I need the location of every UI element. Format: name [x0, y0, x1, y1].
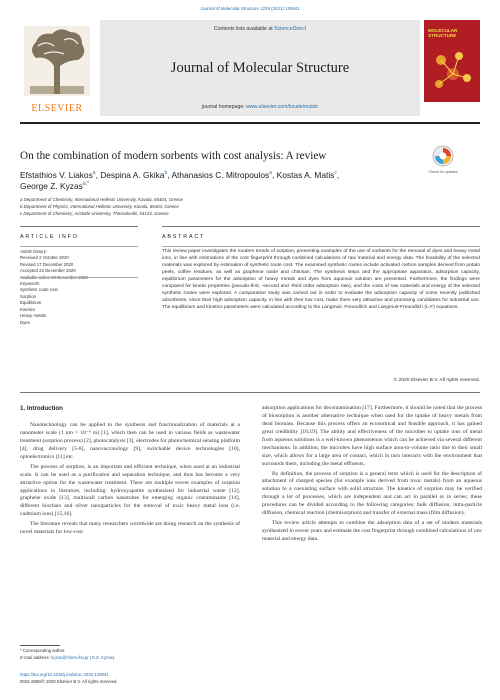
journal-banner	[100, 20, 420, 116]
contents-prefix: Contents lists available at	[213, 26, 273, 32]
abstract-copyright: © 2020 Elsevier B.V. All rights reserved.	[393, 378, 480, 383]
body-paragraph: This review article attempts to combine the adsorption data of a set of modern materials synthesized in recent years and estimate the cost fingerprint through combined calculations of raw material and energy data.	[262, 520, 482, 542]
keywords	[20, 281, 138, 326]
body-paragraph: By definition, the process of sorption is a general term which is used for the description of attachment of charged species (for example ions derived from toxic metals) from an aqueous solution to a coexisting surface with solid structure. The kinetics of sorption may be verified through a lot of processes, which are independent and can act in parallel or in series; these procedures can be divided according to the following categories: bulk diffusion, intra-particle diffusion, chemical reaction (chemisorption) and transfer of external mass (film diffusion).	[262, 470, 482, 517]
keyword: Sorption	[20, 293, 37, 299]
body-paragraph: Nanotechnology can be applied to the synthesis and functionalization of materials at a nanometer scale (1 nm = 10⁻⁹ m) [1], which then can be used in various fields as wastewater treatment (sorption process) [2], photocatalysis [3], electrodes for photochemical sensing platform [4], drug delivery [5-8], nanovaccinology [9], switchable device technologies [10], optoelectronics [11] etc.	[20, 422, 240, 460]
article-title: On the combination of modern sorbents with cost analysis: A review	[20, 150, 327, 162]
author-name[interactable]: Despina A. Gkika	[100, 170, 165, 180]
body-paragraph: The literature reveals that many researchers worldwide are doing research on the synthesis of novel materials for low-cost	[20, 521, 240, 536]
keyword: Equilibrium	[20, 300, 42, 306]
history-item: Revised 17 December 2020	[20, 261, 74, 267]
footnote-rule	[20, 645, 60, 646]
author-name[interactable]: Kostas A. Matis	[276, 170, 335, 180]
abstract-rule	[162, 226, 480, 227]
abstract-thin-rule	[162, 246, 480, 247]
corresponding-note: * Corresponding author.	[20, 648, 66, 653]
email-link[interactable]: kyzas@chem.ihu.gr (G.Z. Kyzas).	[51, 654, 116, 660]
header-rule	[20, 122, 480, 124]
footnotes	[20, 648, 240, 661]
email-label: E-mail address:	[20, 654, 50, 660]
author-sup: a,*	[82, 181, 89, 188]
author-name[interactable]: Efstathios V. Liakos	[20, 170, 93, 180]
affiliation: c Department of Chemistry, Aristotle University, Thessaloniki, 54124, Greece	[20, 210, 169, 216]
keyword: Heavy metals	[20, 313, 47, 319]
abstract-text: This review paper investigates the modern trends of sorption, presenting examples of the use of sorbents for the removal of dyes and heavy metal ions, in line with estimations of the cost fingerprint through combined calculations of raw material and energy data. The feasibility of the selected materials was explored by estimation of synthetic route cost. The examined synthetic routes include activated carbon samples derived from potato peels, coffee residues, as well as graphene oxide and chitosan. The synthesis steps and the appropriate apparatus, adsorption capacity, equilibrium parameters for the adsorption of heavy metals and dyes from aqueous solution are presented. Furthermore, the findings were compared for kinetic properties (pseudo-first, -second and -third order adsorption rate), and the costs of raw materials and energy of the selected synthetic routes were explored. A comparative study was carried out in order to evaluate the adsorption capacity of some recently published adsorbents, since their high adsorption capacity, in line with their low cost, make them very attractive and promising candidates for industrial use. The equilibrium and kinetics parameters were calculated according to the Langmuir, Freundlich and Langmuir-Freundlich (L-F) equations.	[162, 249, 480, 310]
elsevier-wordmark: ELSEVIER	[31, 103, 83, 114]
journal-title: Journal of Molecular Structure	[170, 60, 350, 76]
tree-logo-icon	[24, 26, 90, 96]
body-paragraph: The process of sorption, is an important and efficient technique, when used at an industrial scale. It can be used as a purification and separation technique, and thus has become a very attractive option for the wastewater treatment. There are multiple recent examples of sorption applications in literature, including: hydroxyapatite synthesized for industrial waste [12], graphene oxide [13], multiwall carbon nanotubes for emerging organic contaminants [14], different biochars and silver nanoparticles for the removal of toxic heavy metal ions (i.e. cadmium ions) [15,16].	[20, 463, 240, 518]
contents-line	[100, 26, 420, 32]
homepage-line	[100, 104, 420, 110]
affiliation: a Department of Chemistry, International Hellenic University, Kavala, 65404, Greece	[20, 197, 184, 202]
keyword: Kinetics	[20, 306, 36, 312]
history-item: Received 2 October 2020	[20, 255, 69, 261]
email-note	[20, 655, 240, 662]
body-paragraph: adsorption applications for decontamination [17]. Furthermore, it should be noted that the process of biosorption is another alternative technique when used for the uptake of heavy metals from dead biomass. Because this process offers an economical and feasible approach, it has gained great credibility [18,19]. The ability and effectiveness of the microbes to uptake ions of metal from aqueous solutions is a well-known phenomenon which can be achieved via several different mechanisms. In addition, the microbes have high surface area-to-volume ratio due to their small size, which allows for a large area of contact, which in turn interacts with the environment that surrounds them, including the metal effluents.	[262, 405, 482, 467]
cover-title: MOLECULAR STRUCTURE	[428, 28, 458, 39]
author-name[interactable]: George Z. Kyzas	[20, 181, 83, 192]
elsevier-logo[interactable]	[20, 20, 94, 116]
info-separator	[20, 277, 138, 278]
author-sup: a	[92, 170, 96, 177]
journal-citation: Journal of Molecular Structure 1229 (2021) 129841	[200, 6, 300, 11]
article-info-heading: ARTICLE INFO	[20, 234, 79, 240]
author-sup: c	[334, 170, 337, 177]
keyword: Dyes	[20, 319, 30, 325]
journal-cover[interactable]	[424, 20, 480, 102]
homepage-link[interactable]: www.elsevier.com/locate/molstr	[246, 104, 319, 110]
history-item: Accepted 22 December 2020	[20, 268, 76, 274]
author-list: Efstathios V. Liakos$^a$, Despina A. Gkika$^b$, Athanasios C. Mitropoulos$^a$, Kostas A. Matis$^c$, George Z. Kyzas$^{a,*}$	[20, 170, 340, 192]
sciencedirect-link[interactable]: ScienceDirect	[274, 26, 307, 32]
affiliation: b Department of Physics, International Hellenic University, Kavala, 65404, Greece	[20, 203, 179, 209]
info-thin-rule	[20, 246, 138, 247]
body-column-right	[262, 405, 482, 546]
section-heading: 1. Introduction	[20, 405, 63, 412]
body-column-left	[20, 422, 240, 539]
author-sup: a	[269, 170, 272, 177]
doi-link[interactable]: https://doi.org/10.1016/j.molstruc.2020.129841	[20, 672, 109, 677]
doi-block	[20, 672, 320, 686]
molecule-cover-icon	[429, 46, 475, 94]
journal-header	[20, 20, 480, 116]
crossmark-icon[interactable]	[428, 144, 458, 178]
keywords-label: Keywords:	[20, 281, 41, 286]
keyword: Synthetic route cost	[20, 287, 58, 293]
author-name[interactable]: Athanasios C. Mitropoulos	[171, 170, 270, 180]
body-rule	[20, 392, 480, 393]
author-sup: b	[164, 170, 168, 177]
issn-line: 0022-2860/© 2020 Elsevier B.V. All rights reserved.	[20, 678, 118, 684]
crossmark-label: Check for updates	[428, 170, 458, 174]
affiliations	[20, 197, 460, 217]
abstract-heading: ABSTRACT	[162, 234, 206, 240]
history-label: Article history:	[20, 249, 47, 254]
homepage-prefix: journal homepage:	[201, 104, 245, 110]
info-rule	[20, 226, 138, 227]
